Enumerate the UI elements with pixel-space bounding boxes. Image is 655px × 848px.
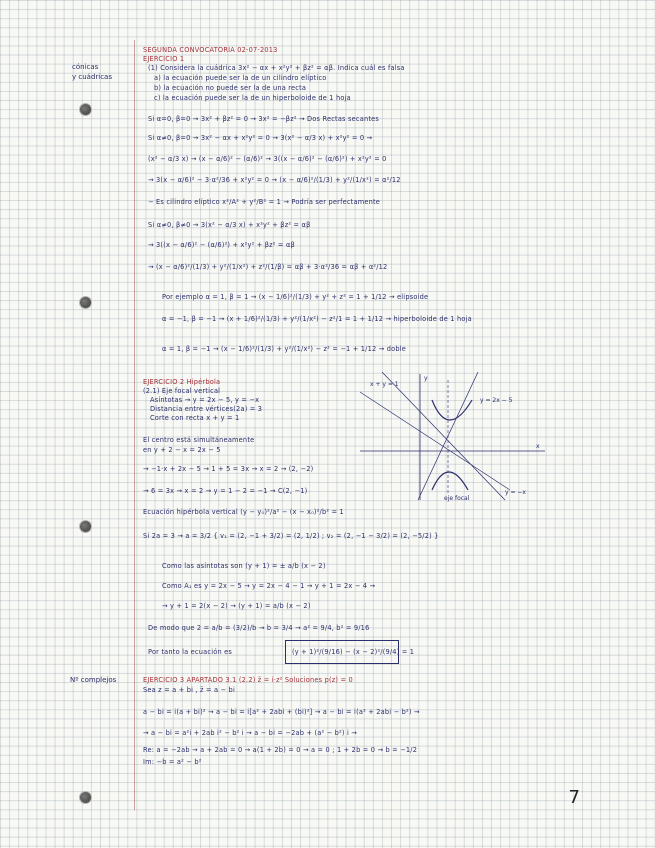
side-note-complex: Nº complejos xyxy=(70,676,117,684)
work-line: Ecuación hipérbola vertical (y − y₀)²/a² − (x − x₀)²/b² = 1 xyxy=(143,508,344,516)
hyperbola-sketch xyxy=(360,372,550,502)
punch-hole xyxy=(80,521,91,532)
boxed-equation: (y + 1)²/(9/16) − (x − 2)²/(9/4) = 1 xyxy=(292,648,415,656)
work-line: Por tanto la ecuación es xyxy=(148,648,233,656)
asymptote-label: y = −x xyxy=(505,489,526,496)
work-line: Como A₁ es y = 2x − 5 → y = 2x − 4 − 1 → y + 1 = 2x − 4 → xyxy=(162,582,376,590)
work-line: en y + 2 − x = 2x − 5 xyxy=(143,446,221,454)
page-title: SEGUNDA CONVOCATORIA 02-07-2013 xyxy=(143,46,278,54)
work-line: Si α=0, β=0 → 3x² + βz² = 0 → 3x² = −βz² → Dos Rectas secantes xyxy=(148,115,380,123)
work-line: El centro está simultáneamente xyxy=(143,436,255,444)
work-line: Si 2a = 3 → a = 3/2 { v₁ = (2, −1 + 3/2) = (2, 1/2) ; v₂ = (2, −1 − 3/2) = (2, −5/2) } xyxy=(143,532,439,540)
punch-hole xyxy=(80,792,91,803)
work-line: a − bi = i(a + bi)² → a − bi = i[a² + 2abi + (bi)²] → a − bi = i(a² + 2abi − b²) → xyxy=(143,708,420,716)
exercise-2-title: EJERCICIO 2 Hipérbola xyxy=(143,378,221,386)
exercise-title: EJERCICIO 1 xyxy=(143,55,185,63)
punch-hole xyxy=(80,104,91,115)
work-line: → a − bi = a²i + 2ab i² − b² i → a − bi = −2ab + (a² − b²) i → xyxy=(143,729,358,737)
axis-label: x xyxy=(536,443,540,450)
focal-axis-label: eje focal xyxy=(444,495,470,502)
work-line: Por ejemplo α = 1, β = 1 → (x − 1/6)²/(1/3) + y² + z² = 1 + 1/12 → elipsoide xyxy=(162,293,429,301)
asymptote-label: y = 2x − 5 xyxy=(480,397,513,404)
work-line: Si α≠0, β≠0 → 3(x² − α/3 x) + x²y² + βz² = αβ xyxy=(148,221,311,229)
work-line: Re: a = −2ab → a + 2ab = 0 → a(1 + 2b) = 0 → a = 0 ; 1 + 2b = 0 → b = −1/2 xyxy=(143,746,418,754)
work-line: Como las asíntotas son (y + 1) = ± a/b (x − 2) xyxy=(162,562,326,570)
option-a: a) la ecuación puede ser la de un cilindro elíptico xyxy=(154,74,327,82)
side-note-1: cónicas xyxy=(72,63,99,71)
statement: (1) Considera la cuádrica 3x² − αx + x²y² + βz² = αβ. Indica cuál es falsa xyxy=(148,64,405,72)
work-line: De modo que 2 = a/b = (3/2)/b → b = 3/4 → a² = 9/4, b² = 9/16 xyxy=(148,624,370,632)
option-b: b) la ecuación no puede ser la de una recta xyxy=(154,84,307,92)
work-line: (x² − α/3 x) → (x − α/6)² − (α/6)² → 3((x − α/6)² − (α/6)²) + x²y² = 0 xyxy=(148,155,387,163)
work-line: α = 1, β = −1 → (x − 1/6)²/(1/3) + y²/(1/x²) − z² = −1 + 1/12 → doble xyxy=(162,345,406,353)
boxed-answer xyxy=(285,640,415,664)
work-line: → 3(x − α/6)² − 3·α²/36 + x²y² = 0 → (x − α/6)²/(1/3) + y²/(1/x²) = α²/12 xyxy=(148,176,401,184)
work-line: → (x − α/6)²/(1/3) + y²/(1/x²) + z²/(1/β) = αβ + 3·α²/36 = αβ + α²/12 xyxy=(148,263,388,271)
punch-hole xyxy=(80,297,91,308)
work-line: Corte con recta x + y = 1 xyxy=(150,414,240,422)
work-line: → 6 = 3x → x = 2 → y = 1 − 2 = −1 → C(2, −1) xyxy=(143,487,308,495)
work-line: (2.1) Eje focal vertical xyxy=(143,387,221,395)
option-c: c) la ecuación puede ser la de un hiperboloide de 1 hoja xyxy=(154,94,351,102)
work-line: Sea z = a + bi , z̄ = a − bi xyxy=(143,686,235,694)
work-line: Si α≠0, β=0 → 3x² − αx + x²y² = 0 → 3(x² − α/3 x) + x²y² = 0 → xyxy=(148,134,373,142)
work-line: → 3((x − α/6)² − (α/6)²) + x²y² + βz² = αβ xyxy=(148,241,295,249)
page-number: 7 xyxy=(568,787,580,808)
axis-label: y xyxy=(424,375,428,382)
work-line: Asíntotas → y = 2x − 5, y = −x xyxy=(150,396,260,404)
work-line: → −1·x + 2x − 5 → 1 + 5 = 3x → x = 2 → (2, −2) xyxy=(143,465,314,473)
work-line: − Es cilindro elíptico x²/A² + y²/B² = 1 → Podría ser perfectamente xyxy=(148,198,381,206)
margin-line xyxy=(134,40,135,810)
work-line: α = −1, β = −1 → (x + 1/6)²/(1/3) + y²/(1/x²) − z²/1 = 1 + 1/12 → hiperboloide de 1 hoja xyxy=(162,315,472,323)
work-line: → y + 1 = 2(x − 2) → (y + 1) = a/b (x − 2) xyxy=(162,602,311,610)
work-line: Im: −b = a² − b² xyxy=(143,758,202,766)
work-line: Distancia entre vértices(2a) = 3 xyxy=(150,405,263,413)
exercise-3-title: EJERCICIO 3 APARTADO 3.1 (2.2) z̄ = i·z² Soluciones p(z) = 0 xyxy=(143,676,353,684)
side-note-2: y cuádricas xyxy=(72,73,112,81)
line-label: x + y = 1 xyxy=(370,381,399,388)
